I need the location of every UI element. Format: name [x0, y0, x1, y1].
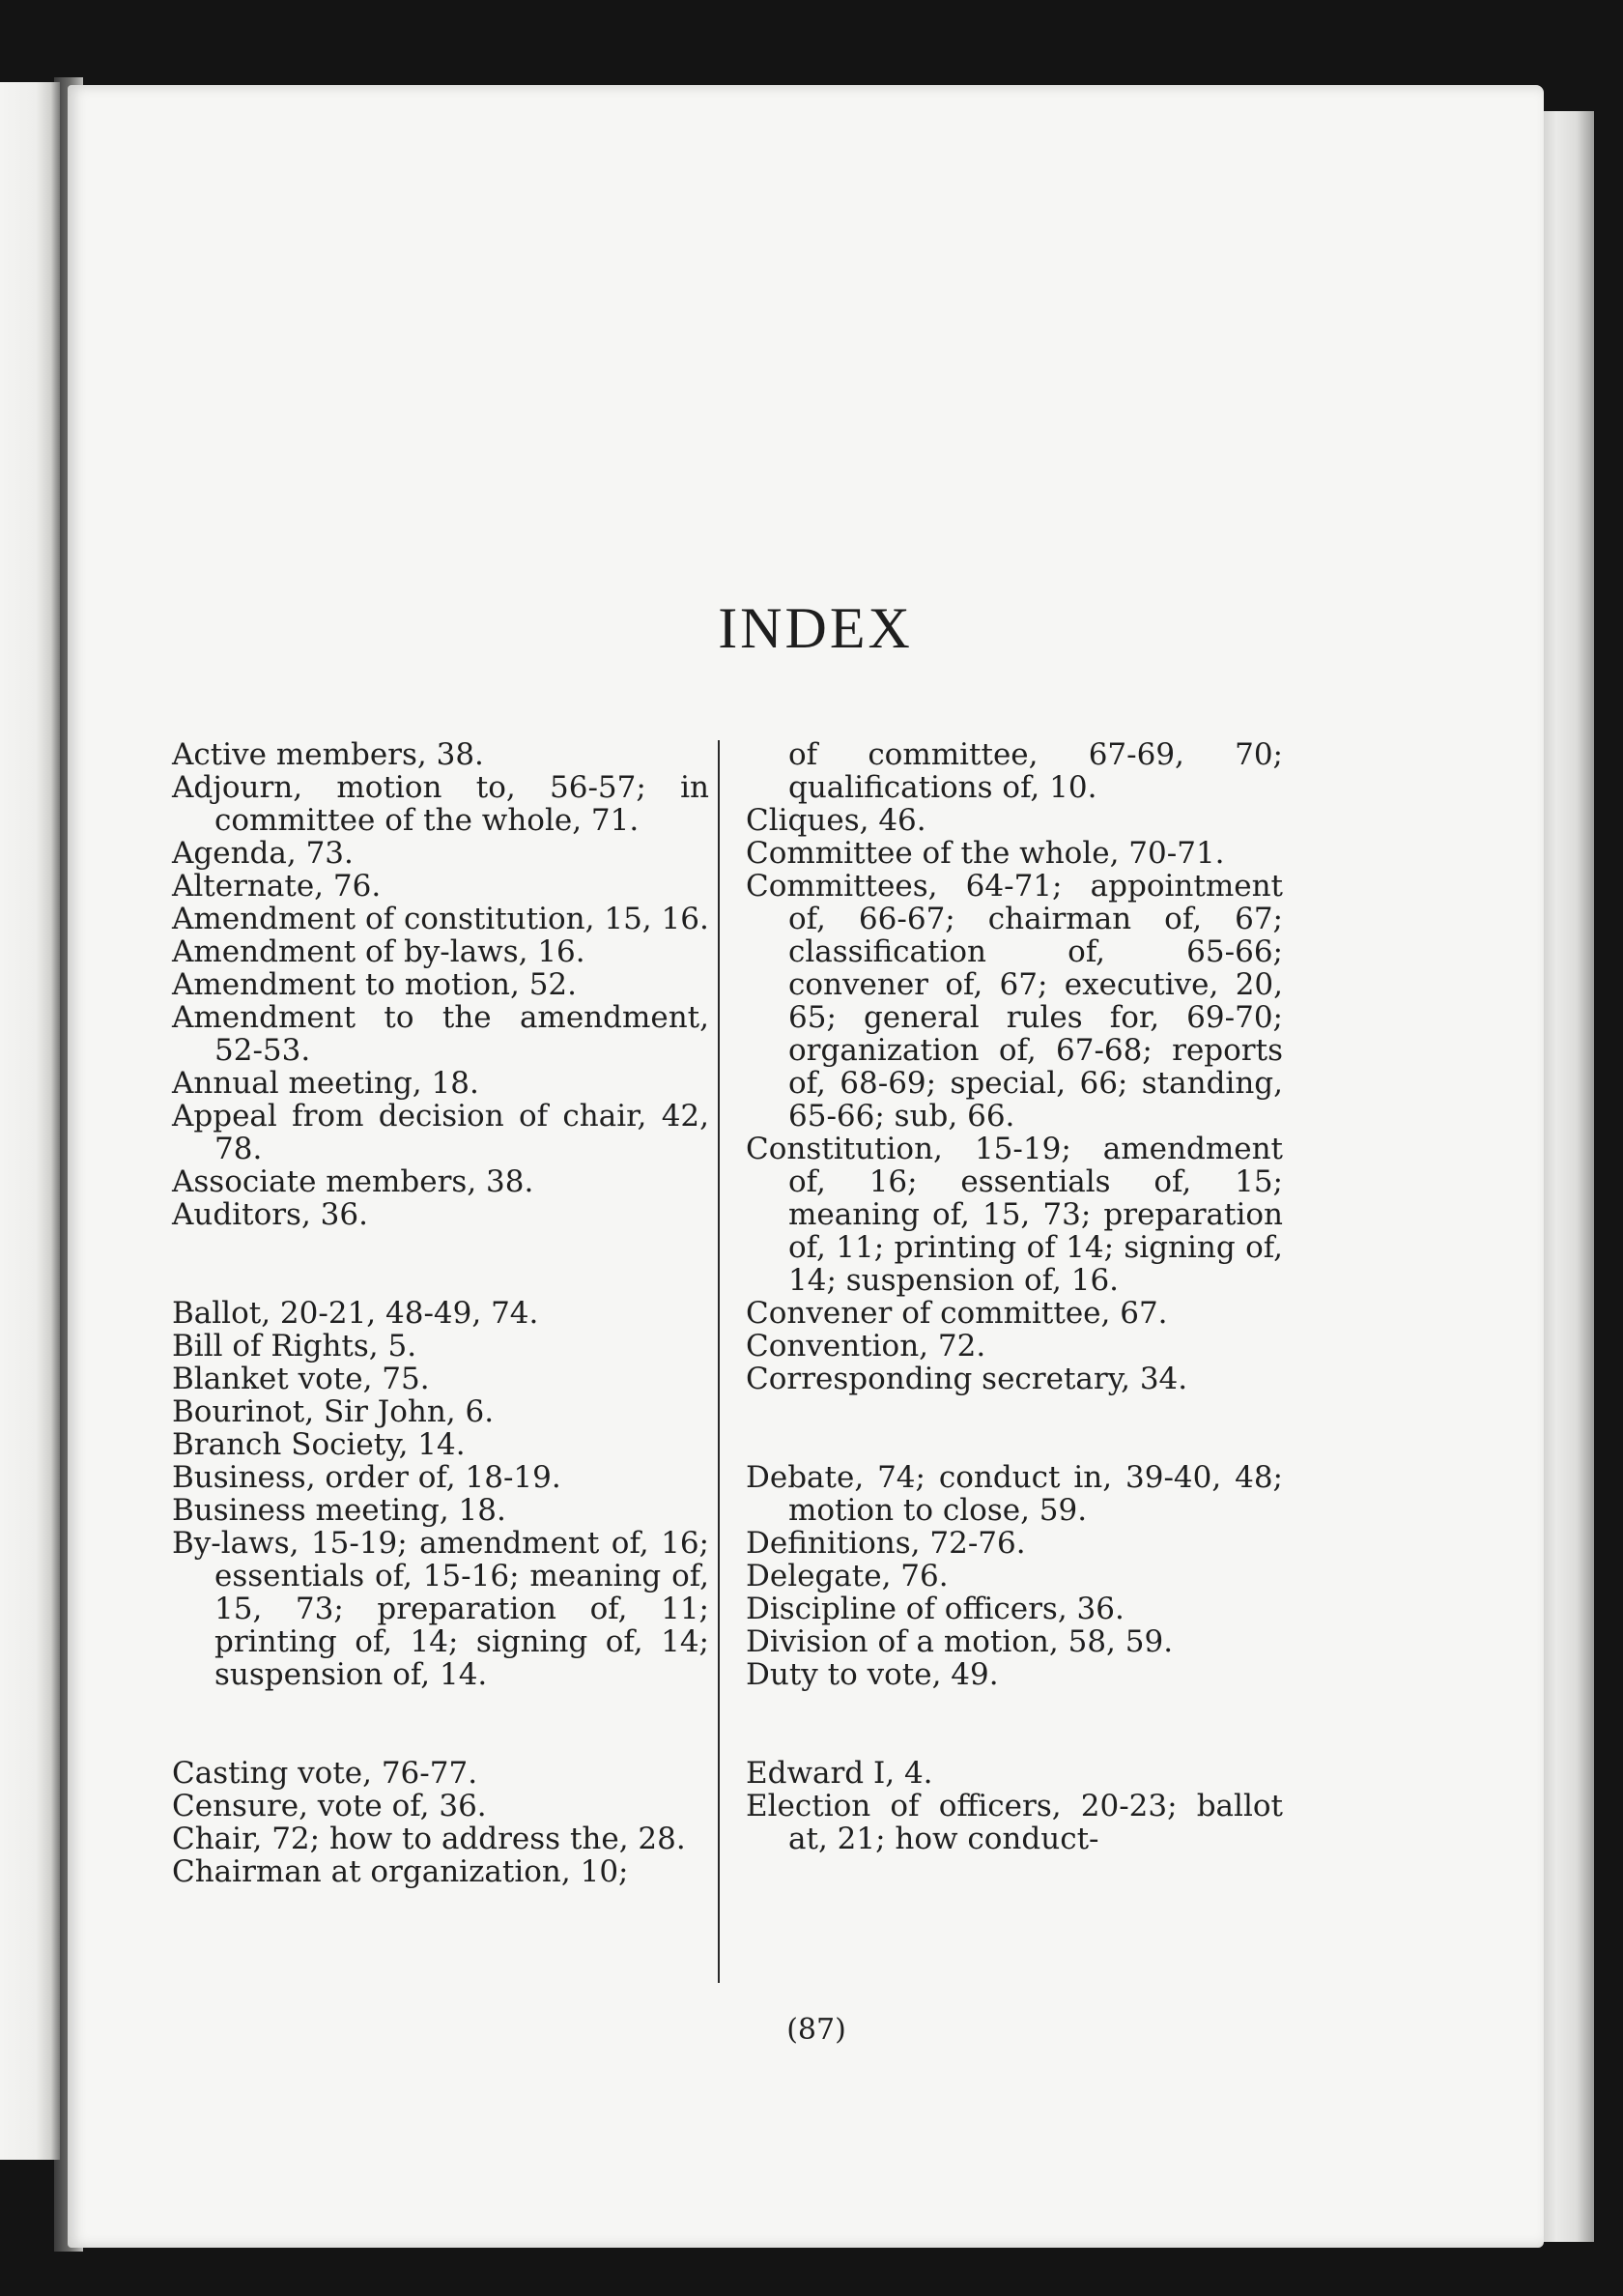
index-entry: Constitution, 15-19; amendment of, 16; essentials of, 15; meaning of, 15, 73; preparation of, 11; printing of 14; signing of, 14; suspension of, 16. [746, 1132, 1283, 1298]
page-title: INDEX [718, 596, 913, 660]
facing-page-edge [0, 82, 60, 2160]
index-entry: Convener of committee, 67. [746, 1296, 1168, 1331]
index-entry: Amendment of by-laws, 16. [172, 934, 585, 969]
index-entry: Election of officers, 20-23; ballot at, 21; how conduct- [746, 1789, 1283, 1856]
index-entry: Ballot, 20-21, 48-49, 74. [172, 1296, 539, 1331]
index-entry: Auditors, 36. [172, 1197, 368, 1232]
page-number: (87) [786, 2013, 846, 2047]
index-entry: Edward I, 4. [746, 1756, 933, 1791]
index-entry: Bourinot, Sir John, 6. [172, 1394, 495, 1429]
index-entry: Chair, 72; how to address the, 28. [172, 1822, 686, 1856]
index-entry: Delegate, 76. [746, 1559, 949, 1593]
index-entry: Cliques, 46. [746, 803, 926, 838]
index-entry: Duty to vote, 49. [746, 1657, 999, 1692]
index-entry: Branch Society, 14. [172, 1427, 466, 1462]
index-entry: Associate members, 38. [172, 1164, 534, 1199]
letter-group-gap [746, 1395, 1283, 1461]
page-stack-edge [1536, 111, 1594, 2242]
index-entry: of committee, 67-69, 70; qualifications of, 10. [788, 737, 1283, 805]
index-entry: Committee of the whole, 70-71. [746, 836, 1225, 871]
column-divider [718, 740, 720, 1983]
index-entry: Censure, vote of, 36. [172, 1789, 487, 1823]
index-entry: Appeal from decision of chair, 42, 78. [172, 1099, 709, 1166]
book-page [68, 85, 1544, 2248]
index-entry: Agenda, 73. [172, 836, 354, 871]
index-entry: Adjourn, motion to, 56-57; in committee of the whole, 71. [172, 770, 709, 838]
index-entry: Business, order of, 18-19. [172, 1460, 561, 1495]
index-entry: By-laws, 15-19; amendment of, 16; essentials of, 15-16; meaning of, 15, 73; preparation of, 11; printing of, 14; signing of, 14; suspension of, 14. [172, 1526, 709, 1692]
index-entry: Debate, 74; conduct in, 39-40, 48; motion to close, 59. [746, 1460, 1283, 1528]
index-entry: Discipline of officers, 36. [746, 1592, 1125, 1626]
index-entry: Amendment of constitution, 15, 16. [172, 902, 709, 936]
letter-group-gap [172, 1691, 709, 1757]
index-column-left [172, 738, 709, 1888]
index-entry: Amendment to the amendment, 52-53. [172, 1000, 709, 1068]
index-entry: Alternate, 76. [172, 869, 382, 904]
index-entry: Division of a motion, 58, 59. [746, 1624, 1174, 1659]
index-entry: Corresponding secretary, 34. [746, 1362, 1188, 1396]
index-entry: Casting vote, 76-77. [172, 1756, 478, 1791]
letter-group-gap [172, 1231, 709, 1297]
index-entry: Chairman at organization, 10; [172, 1854, 629, 1889]
index-column-right [746, 738, 1283, 1855]
index-entry: Convention, 72. [746, 1329, 986, 1363]
letter-group-gap [746, 1691, 1283, 1757]
index-entry: Committees, 64-71; appointment of, 66-67; chairman of, 67; classification of, 65-66; convener of, 67; executive, 20, 65; general rules for, 69-70; organization of, 67-68; reports of, 68-69; special, 66; standing, 65-66; sub, 66. [746, 869, 1283, 1134]
index-entry: Blanket vote, 75. [172, 1362, 430, 1396]
index-entry: Business meeting, 18. [172, 1493, 506, 1528]
index-entry: Annual meeting, 18. [172, 1066, 479, 1101]
index-entry: Amendment to motion, 52. [172, 967, 577, 1002]
index-entry: Bill of Rights, 5. [172, 1329, 417, 1363]
index-entry: Definitions, 72-76. [746, 1526, 1026, 1561]
index-entry: Active members, 38. [172, 737, 484, 772]
